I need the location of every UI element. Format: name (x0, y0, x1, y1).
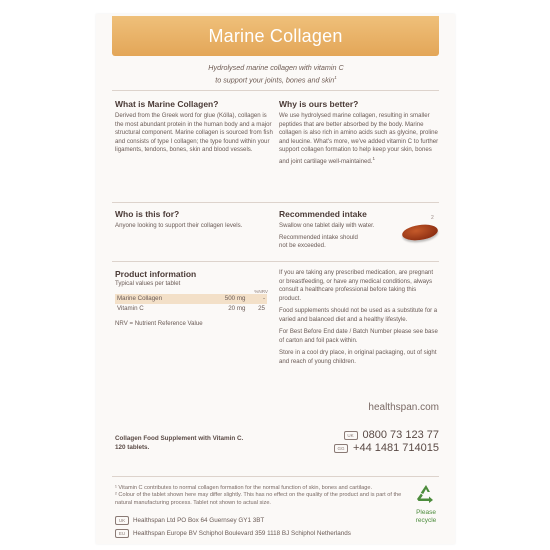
nutrient-amount: 20 mg (228, 305, 246, 312)
product-info-subheading: Typical values per tablet (115, 280, 181, 287)
nrv-footnote: NRV = Nutrient Reference Value (115, 319, 203, 327)
address-uk (115, 516, 264, 525)
product-description (115, 435, 315, 452)
phone-number: 0800 73 123 77 (362, 429, 439, 441)
subtitle-line-2 (116, 73, 436, 85)
recycle-badge (406, 484, 446, 525)
intake-line-1: Swallow one tablet daily with water. (279, 222, 375, 229)
who-for-section (115, 209, 265, 231)
why-better-footnote-mark: 1 (372, 155, 376, 161)
divider (112, 202, 439, 203)
recycle-label-line-2: recycle (415, 517, 437, 524)
what-is-text: Derived from the Greek word for glue (Kólla), collagen is the most abundant protein in the human body and a major structural component. Marine collagen is sourced from fish and consists of type I collagen; the type found within your ligaments, tendons, bones, skin and blood vessels. (115, 112, 273, 153)
warning-text: Food supplements should not be used as a substitute for a varied and balanced diet and a healthy lifestyle. (279, 307, 438, 323)
divider (112, 261, 439, 262)
intake-heading: Recommended intake (279, 209, 367, 219)
what-is-section (115, 99, 275, 155)
divider (112, 90, 439, 91)
footnote-tablet-colour: ² Colour of the tablet shown here may differ slightly. This has no effect on the quality of the product and is part of the natural manufacturing process. Tablet not shown to actual size. (115, 492, 402, 506)
phone-uk (344, 429, 439, 441)
product-title: Marine Collagen (208, 26, 343, 46)
address-eu (115, 529, 351, 538)
why-better-heading: Why is ours better? (279, 99, 359, 109)
nutrient-name: Vitamin C (117, 305, 144, 312)
intake-line-2: Recommended intake should not be exceeded. (279, 233, 358, 249)
tablet-footnote-mark: 2 (431, 215, 434, 221)
warning-text: For Best Before End date / Batch Number please see base of carton and foil pack within. (279, 328, 438, 344)
who-for-text: Anyone looking to support their collagen levels. (115, 222, 243, 229)
warning-text: If you are taking any prescribed medication, are pregnant or breastfeeding, or have any medical conditions, always consult a healthcare professional before taking this product. (279, 269, 434, 302)
what-is-heading: What is Marine Collagen? (115, 99, 219, 109)
phone-region-tag: GG (334, 444, 348, 453)
product-description-line-1: Collagen Food Supplement with Vitamin C. (115, 435, 244, 442)
subtitle-line-1: Hydrolysed marine collagen with vitamin C (208, 63, 344, 72)
phone-region-tag: UK (344, 431, 358, 440)
nutrition-table (115, 294, 267, 314)
address-region-tag: EU (115, 529, 129, 538)
why-better-text-block (279, 112, 439, 166)
recycle-icon (415, 484, 437, 504)
product-info-heading: Product information (115, 269, 197, 279)
why-better-text: We use hydrolysed marine collagen, resulting in smaller peptides that are better absorbed by the body. Marine collagen is also rich in amino acids such as glycine, proline and leucine. What's more, we've added vitamin C to further support collagen formation to help keep your skin, bones and joint cartilage well-maintained. (279, 112, 439, 165)
nutrient-name: Marine Collagen (115, 294, 203, 304)
nutrient-nrv: - (247, 294, 267, 304)
nutrient-nrv: 25 (258, 305, 265, 312)
warnings-section (279, 269, 439, 366)
product-title-bar (112, 16, 439, 56)
nutrient-amount: 500 mg (203, 294, 247, 304)
divider (112, 476, 439, 477)
phone-number: +44 1481 714015 (353, 442, 439, 454)
subtitle-line-2-text: to support your joints, bones and skin (215, 75, 335, 85)
pack-back-panel (96, 14, 455, 544)
product-info-section (115, 269, 270, 328)
phone-gg (334, 442, 439, 454)
product-subtitle (116, 63, 436, 85)
table-row (115, 294, 267, 304)
nrv-column-header: %NRV (254, 288, 268, 294)
footnotes (115, 485, 405, 507)
product-description-line-2: 120 tablets. (115, 443, 150, 451)
who-for-heading: Who is this for? (115, 209, 180, 219)
address-text: Healthspan Ltd PO Box 64 Guernsey GY1 3BT (133, 517, 265, 524)
footnote-vitamin-c: ¹ Vitamin C contributes to normal collagen formation for the normal function of skin, bones and cartilage. (115, 485, 373, 491)
address-region-tag: UK (115, 516, 129, 525)
why-better-section (279, 99, 439, 166)
website-url: healthspan.com (368, 402, 439, 413)
address-text: Healthspan Europe BV Schiphol Boulevard 359 1118 BJ Schiphol Netherlands (133, 530, 351, 537)
subtitle-footnote-mark: 1 (334, 75, 337, 80)
table-row (115, 304, 267, 314)
warning-text: Store in a cool dry place, in original packaging, out of sight and reach of young children. (279, 349, 437, 365)
recycle-label-line-1: Please (416, 509, 436, 516)
